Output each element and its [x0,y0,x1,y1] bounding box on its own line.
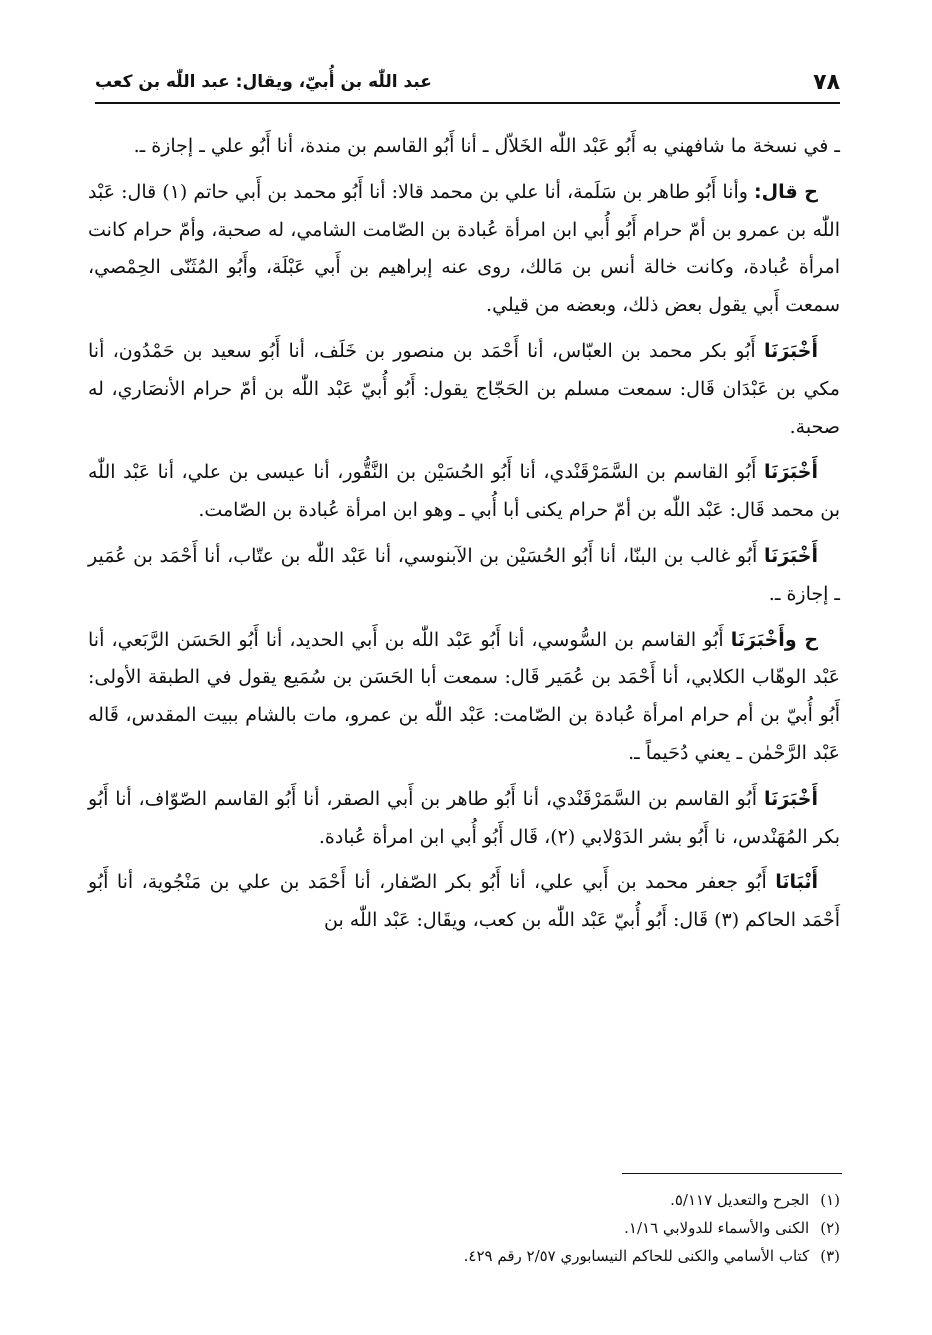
paragraph [88,454,840,530]
running-title: عبد اللّٰه بن أُبيّ، ويقال: عبد اللّٰه بن كعب [95,72,432,92]
footnote-text: الجرح والتعديل ٥/١١٧. [670,1191,810,1209]
paragraph-lead: ح قال: [753,180,818,203]
page-number: ٧٨ [813,69,840,95]
footnote-divider [622,1173,842,1174]
footnote [300,1242,840,1270]
footnote-number: (٢) [820,1219,840,1237]
paragraph-text: أَبُو جعفر محمد بن أَبي علي، أنا أَبُو بكر الصّفار، أنا أَحْمَد بن علي بن مَنْجُوية، أنا أَبُو أَحْمَد الحاكم (٣) قَال: أَبُو أُبيّ عَبْد اللّٰه بن كعب، ويقَال: عَبْد اللّٰه بن [88,871,840,932]
paragraph-lead: أَخْبَرَنَا [763,544,818,567]
main-text [88,128,840,948]
paragraph-text: أَبُو غالب بن البنّا، أنا أَبُو الحُسَيْن بن الآبنوسي، أنا عَبْد اللّٰه بن عتّاب، أنا أَحْمَد بن عُمَير ـ إجازة ـ. [88,544,840,605]
footnote-number: (١) [820,1191,840,1209]
paragraph [88,622,840,773]
paragraph-text: ـ في نسخة ما شافهني به أَبُو عَبْد اللّٰه الخَلاّل ـ أنا أَبُو القاسم بن مندة، أنا أَبُو علي ـ إجازة ـ. [133,135,840,157]
paragraph-lead: أَخْبَرَنَا [763,339,818,362]
paragraph-lead: ح وأَخْبَرَنَا [730,628,819,651]
paragraph-lead: أَنْبَانَا [775,871,818,894]
paragraph [88,333,840,446]
paragraph-lead: أَخْبَرَنَا [763,787,818,810]
running-header [95,62,840,104]
footnotes [300,1186,840,1270]
paragraph [88,538,840,614]
paragraph [88,174,840,325]
footnote [300,1186,840,1214]
paragraph [88,128,840,166]
paragraph [88,781,840,857]
paragraph-text: وأنا أَبُو طاهر بن سَلَمة، أنا علي بن محمد قالا: أنا أَبُو محمد بن أَبي حاتم (١) قال: عَبْد اللّٰه بن عمرو بن أمّ حرام أَبُو أُبي ابن امرأة عُبادة بن الصّامت الشامي، له صحبة، وأمّ حرام كانت امرأة عُبادة، وكانت خالة أنس بن مَالك، روى عنه إبراهيم بن أَبي عَبْلَة، وأَبُو المُثَنّى الحِمْصي، سمعت أَبي يقول بعض ذلك، وبعضه من قيلي. [88,180,840,317]
footnote-number: (٣) [820,1247,840,1265]
footnote-text: الكنى والأسماء للدولابي ١/١٦. [624,1219,810,1237]
paragraph [88,864,840,940]
footnote-text: كتاب الأسامي والكنى للحاكم النيسابوري ٢/٥٧ رقم ٤٢٩. [463,1247,810,1265]
footnote [300,1214,840,1242]
paragraph-text: أَبُو القاسم بن السَّمَرْقَنْدي، أنا أَبُو الحُسَيْن بن النَّقُّور، أنا عيسى بن علي، أنا عَبْد اللّٰه بن محمد قَال: عَبْد اللّٰه بن أمّ حرام يكنى أبا أُبي ـ وهو ابن امرأة عُبادة بن الصّامت. [88,461,840,522]
paragraph-lead: أَخْبَرَنَا [763,461,818,484]
paragraph-text: أَبُو القاسم بن السَّمَرْقَنْدي، أنا أَبُو طاهر بن أَبي الصقر، أنا أَبُو القاسم الصّوّاف، أنا أَبُو بكر المُهَنْدس، نا أَبُو بشر الدَوْلابي (٢)، قَال أَبُو أُبي ابن امرأة عُبادة. [88,787,840,848]
paragraph-text: أَبُو بكر محمد بن العبّاس، أنا أَحْمَد بن منصور بن خَلَف، أنا أَبُو سعيد بن حَمْدُون، أنا مكي بن عَبْدَان قَال: سمعت مسلم بن الحَجّاج يقول: أَبُو أُبيّ عَبْد اللّٰه بن أمّ حرام الأنصَاري، له صحبة. [88,339,840,438]
paragraph-text: أَبُو القاسم بن السُّوسي، أنا أَبُو عَبْد اللّٰه بن أَبي الحديد، أنا أَبُو الحَسَن الرَّبَعي، أنا عَبْد الوهّاب الكلابي، أنا أَحْمَد بن عُمَير قَال: سمعت أبا الحَسَن بن سُمَيع يقول في الطبقة الأولى: أَبُو أُبيّ بن أم حرام امرأة عُبادة بن الصّامت: عَبْد اللّٰه بن عمرو، مات بالشام ببيت المقدس، قَاله عَبْد الرَّحْمٰن ـ يعني دُحَيماً ـ. [88,628,840,764]
